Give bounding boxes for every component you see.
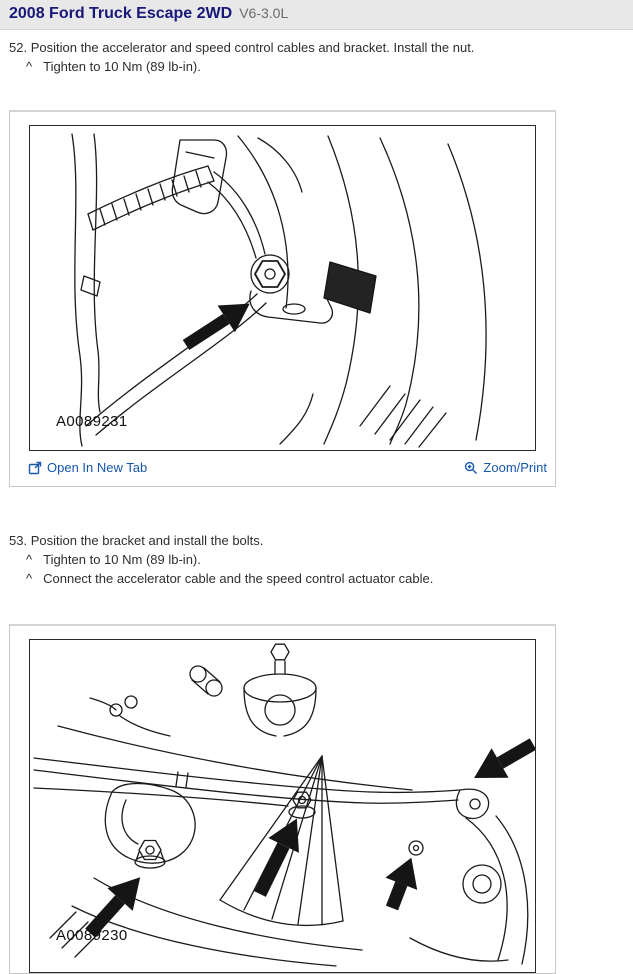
step-text: Position the accelerator and speed control cables and bracket. Install the nut. (30, 40, 475, 55)
step-text: Position the bracket and install the bolts. (30, 533, 264, 548)
zoom-link-label: Zoom/Print (483, 460, 547, 475)
engine-illustration-1 (30, 126, 535, 450)
caret-marker: ^ (26, 552, 33, 567)
bullet-text: Tighten to 10 Nm (89 lb-in). (43, 552, 201, 567)
bullet-text: Connect the accelerator cable and the speed control actuator cable. (43, 571, 434, 586)
bullet-text: Tighten to 10 Nm (89 lb-in). (43, 59, 201, 74)
figure-card-1 (9, 110, 556, 487)
figure-card-2 (9, 624, 556, 974)
open-in-new-tab-link[interactable] (28, 460, 147, 475)
step-53-bullet-1 (26, 552, 624, 567)
magnifier-icon (464, 461, 478, 475)
engine-spec: V6-3.0L (239, 5, 289, 21)
engine-illustration-2 (30, 640, 535, 972)
step-53 (9, 533, 624, 548)
caret-marker: ^ (26, 571, 33, 586)
zoom-print-link[interactable] (464, 460, 547, 475)
open-link-label: Open In New Tab (47, 460, 148, 475)
page-header (0, 0, 633, 30)
page-title: 2008 Ford Truck Escape 2WD (9, 5, 233, 22)
step-52 (9, 40, 624, 55)
figure-links-bar (10, 451, 555, 486)
external-link-icon (28, 461, 42, 475)
figure-frame-2 (29, 639, 536, 973)
caret-marker: ^ (26, 59, 33, 74)
figure-label: A0089230 (56, 927, 128, 944)
step-52-bullet-1 (26, 59, 624, 74)
step-53-bullet-2 (26, 571, 624, 586)
figure-frame-1 (29, 125, 536, 451)
step-number: 52. (9, 40, 28, 55)
step-number: 53. (9, 533, 28, 548)
figure-label: A0089231 (56, 413, 128, 430)
